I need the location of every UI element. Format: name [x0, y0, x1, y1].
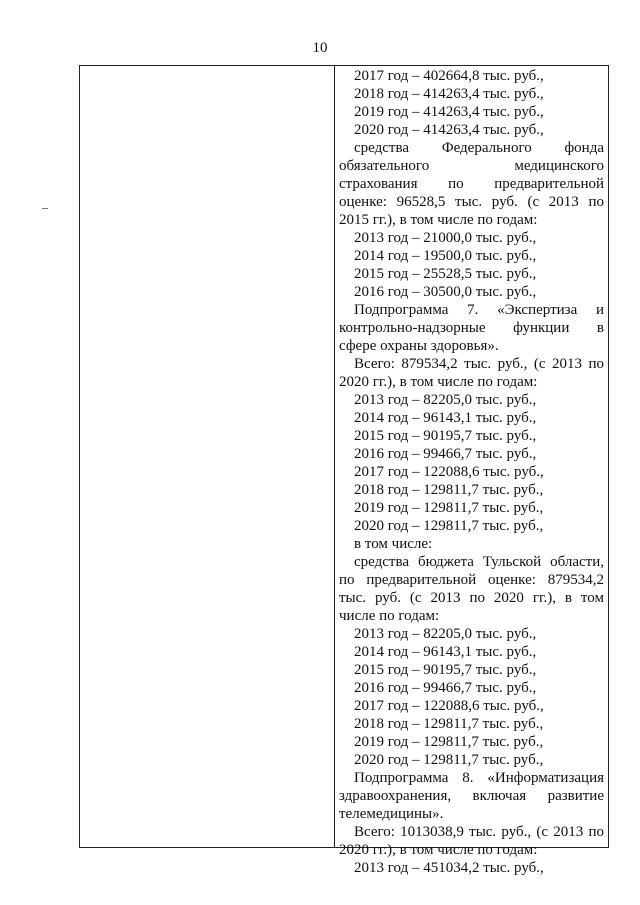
- text-line: 2013 год – 82205,0 тыс. руб.,: [354, 392, 537, 408]
- text-line: 2019 год – 129811,7 тыс. руб.,: [354, 734, 544, 750]
- text-line: 2019 год – 129811,7 тыс. руб.,: [354, 500, 544, 516]
- text-line: 2014 год – 96143,1 тыс. руб.,: [354, 410, 537, 426]
- text-line: 2016 год – 30500,0 тыс. руб.,: [354, 284, 537, 300]
- text-line: оценке: 96528,5 тыс. руб. (с 2013 по: [339, 194, 604, 210]
- text-line: 2015 год – 25528,5 тыс. руб.,: [354, 266, 537, 282]
- text-line: 2020 гг.), в том числе по годам:: [339, 374, 538, 390]
- text-line: Всего: 879534,2 тыс. руб., (с 2013 по: [354, 356, 604, 372]
- funding-description-column: [339, 67, 604, 877]
- column-divider: [334, 66, 335, 847]
- text-line: 2018 год – 129811,7 тыс. руб.,: [354, 716, 544, 732]
- text-line: 2017 год – 122088,6 тыс. руб.,: [354, 698, 544, 714]
- text-line: 2020 год – 414263,4 тыс. руб.,: [354, 122, 544, 138]
- text-line: 2014 год – 96143,1 тыс. руб.,: [354, 644, 537, 660]
- text-line: средства Федерального фонда: [354, 140, 604, 156]
- text-line: тыс. руб. (с 2013 по 2020 гг.), в том: [339, 590, 604, 606]
- text-line: сфере охраны здоровья».: [339, 338, 499, 354]
- text-line: 2013 год – 82205,0 тыс. руб.,: [354, 626, 537, 642]
- budget-table: [79, 65, 609, 876]
- text-line: Подпрограмма 7. «Экспертиза и: [354, 302, 604, 318]
- text-line: 2017 год – 122088,6 тыс. руб.,: [354, 464, 544, 480]
- text-line: 2015 год – 90195,7 тыс. руб.,: [354, 428, 537, 444]
- text-line: 2020 год – 129811,7 тыс. руб.,: [354, 518, 544, 534]
- text-line: числе по годам:: [339, 608, 440, 624]
- text-line: 2015 гг.), в том числе по годам:: [339, 212, 538, 228]
- text-line: 2019 год – 414263,4 тыс. руб.,: [354, 104, 544, 120]
- text-line: 2015 год – 90195,7 тыс. руб.,: [354, 662, 537, 678]
- text-line: 2013 год – 21000,0 тыс. руб.,: [354, 230, 537, 246]
- text-line: 2016 год – 99466,7 тыс. руб.,: [354, 680, 537, 696]
- text-line: 2018 год – 129811,7 тыс. руб.,: [354, 482, 544, 498]
- margin-mark: [42, 208, 48, 209]
- text-line: 2020 гг.), в том числе по годам:: [339, 842, 538, 858]
- text-line: в том числе:: [354, 536, 433, 552]
- text-line: по предварительной оценке: 879534,2: [339, 572, 604, 588]
- text-line: страхования по предварительной: [339, 176, 604, 192]
- page-number: 10: [312, 40, 328, 56]
- text-line: 2017 год – 402664,8 тыс. руб.,: [354, 68, 544, 84]
- text-line: 2018 год – 414263,4 тыс. руб.,: [354, 86, 544, 102]
- text-line: Всего: 1013038,9 тыс. руб., (с 2013 по: [354, 824, 604, 840]
- text-line: средства бюджета Тульской области,: [354, 554, 604, 570]
- text-line: контрольно-надзорные функции в: [339, 320, 604, 336]
- text-line: телемедицины».: [339, 806, 444, 822]
- text-line: 2013 год – 451034,2 тыс. руб.,: [354, 860, 544, 876]
- text-line: Подпрограмма 8. «Информатизация: [354, 770, 604, 786]
- text-line: обязательного медицинского: [339, 158, 604, 174]
- text-line: 2014 год – 19500,0 тыс. руб.,: [354, 248, 537, 264]
- text-line: здравоохранения, включая развитие: [339, 788, 604, 804]
- text-line: 2020 год – 129811,7 тыс. руб.,: [354, 752, 544, 768]
- text-line: 2016 год – 99466,7 тыс. руб.,: [354, 446, 537, 462]
